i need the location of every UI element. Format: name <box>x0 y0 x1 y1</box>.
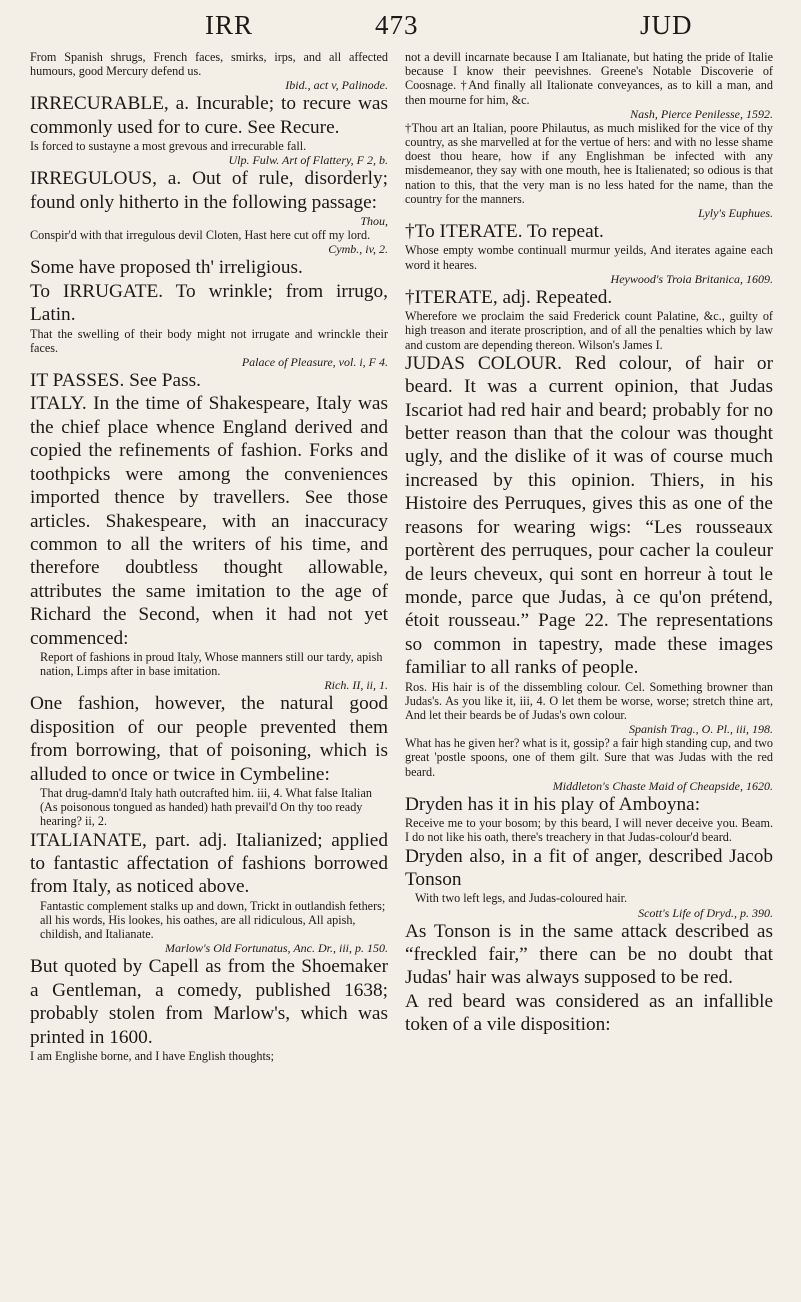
quotation: Wherefore we proclaim the said Frederick count Palatine, &c., guilty of high treason and iterate proscription, and of all the penalties which by law and custom are depending thereon. Wilson's James I. <box>405 309 773 352</box>
entry-italy: ITALY. In the time of Shakespeare, Italy was the chief place whence England derived and copied the refinements of fashion. Forks and toothpicks were among the conveniences imported thence by travellers. See those articles. Shakespeare, with an inaccuracy common to all the writers of his time, and therefore doubtless thought allowable, attributes the same imitation to the age of Richard the Second, when it had not yet commenced: <box>30 393 388 649</box>
citation: Ulp. Fulw. Art of Flattery, F 2, b. <box>228 153 388 168</box>
header-right-word: JUD <box>640 10 693 40</box>
citation: Heywood's Troia Britanica, 1609. <box>610 271 773 286</box>
verse-quotation: Report of fashions in proud Italy, Whose manners still our tardy, apish nation, Limps after in base imitation. <box>40 649 383 679</box>
entry-paragraph: One fashion, however, the natural good disposition of our people prevented them from borrowing, that of poisoning, which is alluded to once or twice in Cymbeline: <box>30 693 388 785</box>
citation: Cymb., iv, 2. <box>328 242 388 257</box>
citation: Thou, <box>360 214 388 229</box>
quotation: not a devill incarnate because I am Italianate, but hating the pride of Italie because I know their peevishnes. Greene's Notable Discoverie of Coosnage. †And finally all Italionate conveyances, as to kill a man, and then mourne for him, &c. <box>405 50 773 107</box>
verse-quotation: Fantastic complement stalks up and down, Trickt in outlandish fethers; all his words, His lookes, his oathes, are all ridiculous, All apish, childish, and Italianate. <box>40 898 386 942</box>
citation: Rich. II, ii, 1. <box>324 678 388 693</box>
entry-paragraph: As Tonson is in the same attack described as “freckled fair,” there can be no doubt that Judas' hair was always supposed to be red. <box>405 920 773 989</box>
citation: Middleton's Chaste Maid of Cheapside, 1620. <box>552 778 773 793</box>
entry-paragraph: But quoted by Capell as from the Shoemaker a Gentleman, a comedy, published 1638; probably stolen from Marlow's, which was printed in 1600. <box>30 956 388 1048</box>
page-number: 473 <box>375 10 419 40</box>
citation: Spanish Trag., O. Pl., iii, 198. <box>628 722 773 737</box>
entry-irregulous: IRREGULOUS, a. Out of rule, disorderly; found only hitherto in the following passage: <box>30 168 388 213</box>
quotation: From Spanish shrugs, French faces, smirks, irps, and all affected humours, good Mercury defend us. <box>30 50 388 79</box>
quotation: What has he given her? what is it, gossip? a fair high standing cup, and two great 'postle spoons, one of them gilt. Sure that was Judas with the red beard. <box>405 736 773 779</box>
entry-paragraph: Dryden has it in his play of Amboyna: <box>405 793 701 815</box>
quotation: Is forced to sustayne a most grevous and irrecurable fall. <box>30 139 307 154</box>
right-column <box>405 50 773 1037</box>
entry-judas-colour: JUDAS COLOUR. Red colour, of hair or beard. It was a current opinion, that Judas Iscariot had red hair and beard; probably for no better reason than that the colour was thought ugly, and the dislike of it was of course much increased by this opinion. Thiers, in his Histoire des Perruques, gives this as one of the reasons for wearing wigs: “Les rousseaux portèrent des perruques, pour cacher la couleur de leurs cheveux, qui sont en horreur à tout le monde, parce que Judas, à ce qu'on prétend, étoit rousseau.” Page 22. The representations so common in tapestry, made these images familiar to all ranks of people. <box>405 352 773 679</box>
quotation: Whose empty wombe continuall murmur yeilds, And iterates againe each word it heares. <box>405 243 773 272</box>
citation: Palace of Pleasure, vol. i, F 4. <box>241 355 388 370</box>
quotation: I am Englishe borne, and I have English thoughts; <box>30 1049 275 1064</box>
entry-paragraph: A red beard was considered as an infallible token of a vile disposition: <box>405 990 773 1036</box>
entry-paragraph: Dryden also, in a fit of anger, described Jacob Tonson <box>405 845 773 890</box>
quotation: Receive me to your bosom; by this beard, I will never deceive you. Beam. I do not like his oath, there's treachery in that Judas-colour'd beard. <box>405 816 773 845</box>
entry-to-iterate: †To ITERATE. To repeat. <box>405 221 604 243</box>
verse-quotation: That drug-damn'd Italy hath outcrafted him. iii, 4. What false Italian (As poisonous tongued as handed) hath prevail'd On thy too ready hearing? ii, 2. <box>40 785 372 829</box>
entry-irrecurable: IRRECURABLE, a. Incurable; to recure was commonly used for to cure. See Recure. <box>30 93 388 138</box>
entry-italianate: ITALIANATE, part. adj. Italianized; applied to fantastic affectation of fashions borrowed from Italy, as noticed above. <box>30 829 388 898</box>
quotation: Conspir'd with that irregulous devil Cloten, Hast here cut off my lord. <box>30 228 371 243</box>
entry-note: Some have proposed th' irreligious. <box>30 257 303 279</box>
citation: Ibid., act v, Palinode. <box>285 78 388 93</box>
quotation: That the swelling of their body might not irrugate and wrinckle their faces. <box>30 326 388 355</box>
quotation: †Thou art an Italian, poore Philautus, as much misliked for the vice of thy country, as she marvelled at for the vertue of hers: and with no lesse shame doest thou heare, how if any Englishman be infected with any misdemeanor, they say with one mouth, hee is Italienated; so odious is that nation to this, that the very man is no less hated for the name, than the country for the manners. <box>405 120 773 206</box>
left-column <box>30 50 388 1063</box>
citation: Scott's Life of Dryd., p. 390. <box>638 905 773 920</box>
quotation: Ros. His hair is of the dissembling colour. Cel. Something browner than Judas's. As you like it, iii, 4. O let them be worse, worse; stretch thine art, And let their beards be of Judas's own colour. <box>405 679 773 722</box>
entry-iterate-adj: †ITERATE, adj. Repeated. <box>405 286 613 308</box>
header-left-word: IRR <box>205 10 254 40</box>
entry-it-passes: IT PASSES. See Pass. <box>30 370 201 392</box>
verse-quotation: With two left legs, and Judas-coloured hair. <box>415 891 628 906</box>
citation: Marlow's Old Fortunatus, Anc. Dr., iii, p. 150. <box>164 941 388 956</box>
citation: Lyly's Euphues. <box>698 206 773 221</box>
citation: Nash, Pierce Penilesse, 1592. <box>630 106 773 121</box>
running-header <box>0 10 801 40</box>
entry-irrugate: To IRRUGATE. To wrinkle; from irrugo, Latin. <box>30 280 388 326</box>
